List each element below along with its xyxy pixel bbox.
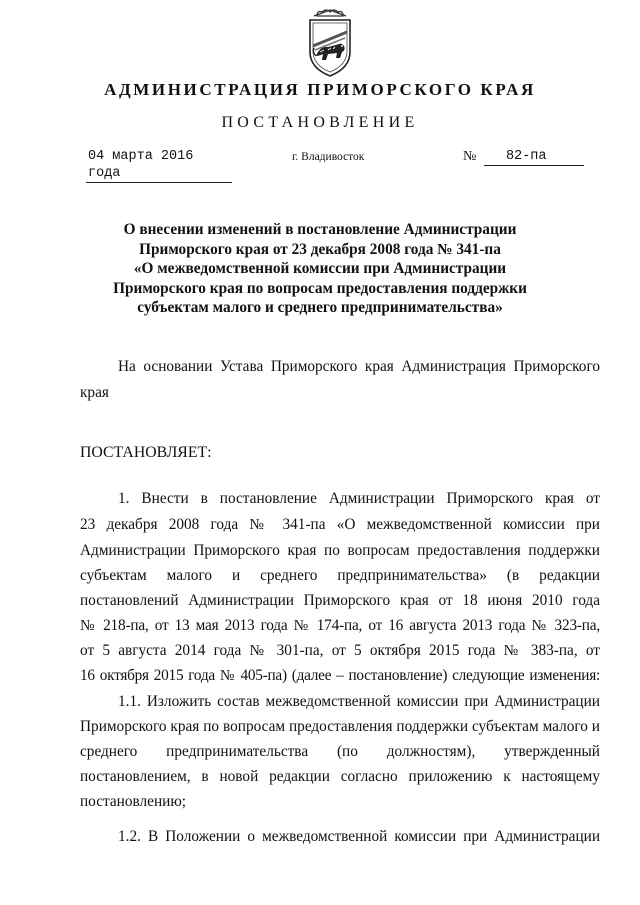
decree-subject xyxy=(100,220,540,318)
subject-line: «О межведомственной комиссии при Администрации xyxy=(133,260,507,277)
subject-line: субъектам малого и среднего предпринимательства» xyxy=(137,299,503,316)
body-line: постановлением, в новой редакции согласно приложению к настоящему xyxy=(80,768,600,785)
body-line: края xyxy=(80,384,109,401)
subject-line: Приморского края от 23 декабря 2008 года № 341-па xyxy=(139,240,501,258)
decree-city: г. Владивосток xyxy=(292,151,365,163)
body-line: 1.1. Изложить состав межведомственной комиссии при Администрации xyxy=(118,693,600,710)
body-line: 1. Внести в постановление Администрации Приморского края от xyxy=(118,490,600,507)
body-line: от 5 августа 2014 года № 301-па, от 5 октября 2015 года № 383-па, от xyxy=(80,642,600,659)
document-type: ПОСТАНОВЛЕНИЕ xyxy=(221,114,419,131)
body-line: 1.2. В Положении о межведомственной комиссии при Администрации xyxy=(118,828,600,845)
decree-verb: ПОСТАНОВЛЯЕТ: xyxy=(80,444,212,461)
body-line: среднего предпринимательства (по должностям), утвержденный xyxy=(80,743,600,760)
body-line: постановлений Администрации Приморского края от 18 июня 2010 года xyxy=(80,592,600,609)
decree-date: 04 марта 2016 года xyxy=(86,148,232,183)
body-line: 23 декабря 2008 года № 341-па «О межведомственной комиссии при xyxy=(80,516,600,533)
body-line: № 218-па, от 13 мая 2013 года № 174-па, от 16 августа 2013 года № 323-па, xyxy=(80,617,600,634)
body-line: субъектам малого и среднего предпринимательства» (в редакции xyxy=(80,567,600,584)
organization-title: АДМИНИСТРАЦИЯ ПРИМОРСКОГО КРАЯ xyxy=(104,80,536,99)
body-line: постановлению; xyxy=(80,793,186,810)
subject-line: Приморского края по вопросам предоставления поддержки xyxy=(113,279,527,297)
decree-number: 82-па xyxy=(484,148,584,166)
body-line: 16 октября 2015 года № 405-па) (далее – постановление) следующие изменения: xyxy=(80,667,600,684)
body-line: Администрации Приморского края по вопросам предоставления поддержки xyxy=(80,542,600,559)
body-line: На основании Устава Приморского края Администрация Приморского xyxy=(118,358,600,375)
coat-of-arms-emblem xyxy=(300,6,360,78)
body-line: Приморского края по вопросам предоставления поддержки субъектам малого и xyxy=(80,718,600,735)
subject-line: О внесении изменений в постановление Администрации xyxy=(123,221,517,238)
number-sign: № xyxy=(463,149,477,164)
